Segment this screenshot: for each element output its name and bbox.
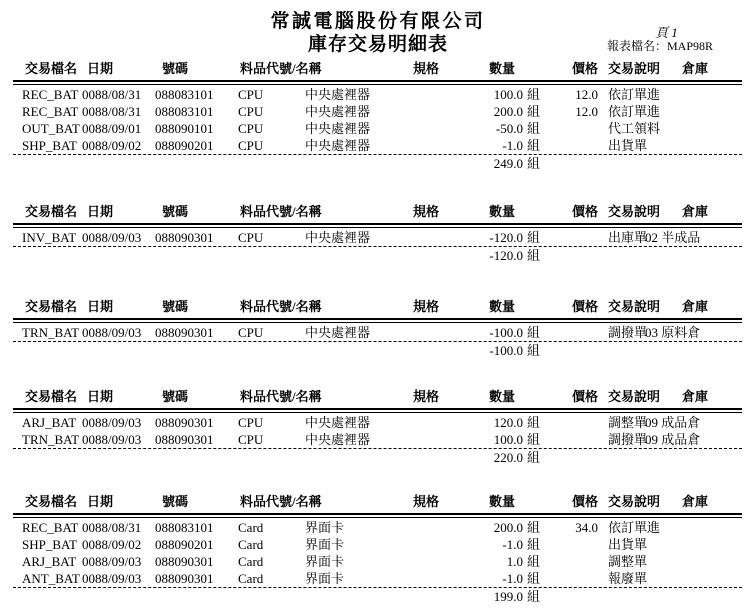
cell-file: REC_BAT: [22, 87, 79, 102]
cell-file: REC_BAT: [22, 104, 79, 119]
cell-item-code: CPU: [238, 87, 264, 102]
table-rows: [0, 519, 756, 587]
cell-spec: [413, 137, 445, 154]
cell-number: 088090301: [155, 571, 214, 586]
table-header-row: [0, 493, 756, 511]
cell-spec: [413, 519, 445, 536]
cell-unit: 組: [527, 537, 541, 552]
cell-desc: 出貨單: [608, 138, 648, 153]
col-header-number: 號碼: [162, 299, 189, 314]
total-unit: 組: [527, 343, 541, 358]
table-row: [0, 553, 756, 570]
col-header-spec: 規格: [413, 389, 440, 404]
cell-date: 0088/09/03: [82, 415, 142, 430]
cell-desc: 出庫單: [608, 230, 648, 245]
cell-number: 088083101: [155, 520, 214, 535]
col-header-date: 日期: [87, 61, 114, 76]
report-section: [0, 203, 756, 264]
cell-unit: 組: [527, 230, 541, 245]
cell-item-name: 界面卡: [305, 554, 345, 569]
col-header-unit-spacer: [523, 493, 547, 511]
cell-price: [547, 324, 598, 341]
total-unit: 組: [527, 589, 541, 604]
cell-item-code: Card: [238, 537, 264, 552]
cell-warehouse: [645, 120, 756, 137]
cell-item-name: 中央處裡器: [305, 87, 371, 102]
cell-price: [547, 229, 598, 246]
table-header-row: [0, 298, 756, 316]
cell-item-code: Card: [238, 554, 264, 569]
cell-item-code: CPU: [238, 104, 264, 119]
header-double-rule: [13, 223, 742, 228]
cell-item-name: 界面卡: [305, 537, 345, 552]
cell-spec: [413, 324, 445, 341]
table-header-row: [0, 60, 756, 78]
table-row: [0, 86, 756, 103]
cell-file: OUT_BAT: [22, 121, 80, 136]
table-row: [0, 120, 756, 137]
table-header-row: [0, 203, 756, 221]
cell-number: 088090301: [155, 554, 214, 569]
report-title: 庫存交易明細表: [307, 34, 448, 55]
cell-item-name: 中央處裡器: [305, 138, 371, 153]
cell-unit: 組: [527, 432, 541, 447]
cell-qty: 100.0: [493, 87, 523, 102]
cell-desc: 依訂單進: [608, 520, 661, 535]
table-rows: [0, 86, 756, 154]
company-name: 常誠電腦股份有限公司: [270, 11, 486, 32]
total-row: [0, 155, 756, 172]
cell-unit: 組: [527, 138, 541, 153]
cell-number: 088083101: [155, 87, 214, 102]
cell-spec: [413, 570, 445, 587]
col-header-item: 料品代號/名稱: [240, 389, 322, 404]
total-row: [0, 247, 756, 264]
report-section: [0, 60, 756, 172]
header-double-rule: [13, 318, 742, 323]
table-header-row: [0, 388, 756, 406]
cell-desc: 代工領料: [608, 121, 661, 136]
cell-date: 0088/09/03: [82, 325, 142, 340]
cell-file: TRN_BAT: [22, 432, 80, 447]
cell-qty: 1.0: [506, 554, 523, 569]
total-qty: -100.0: [489, 343, 523, 358]
cell-item-name: 界面卡: [305, 520, 345, 535]
cell-qty: -1.0: [502, 571, 523, 586]
report-filename: 報表檔名：MAP98R: [607, 39, 714, 53]
cell-item-name: 中央處裡器: [305, 104, 371, 119]
cell-date: 0088/09/02: [82, 138, 142, 153]
cell-price: 34.0: [575, 520, 598, 535]
col-header-item: 料品代號/名稱: [240, 299, 322, 314]
col-header-price: 價格: [571, 299, 598, 314]
cell-date: 0088/08/31: [82, 87, 142, 102]
cell-item-name: 中央處裡器: [305, 230, 371, 245]
cell-file: ARJ_BAT: [22, 415, 77, 430]
cell-qty: -1.0: [502, 138, 523, 153]
cell-spec: [413, 120, 445, 137]
total-qty: 249.0: [493, 156, 523, 171]
col-header-price: 價格: [571, 389, 598, 404]
col-header-qty: 數量: [488, 494, 515, 509]
cell-spec: [413, 431, 445, 448]
cell-number: 088090301: [155, 325, 214, 340]
cell-item-code: CPU: [238, 432, 264, 447]
cell-warehouse: [645, 519, 756, 536]
total-qty: -120.0: [489, 248, 523, 263]
cell-warehouse: 03 原料倉: [645, 325, 701, 340]
cell-unit: 組: [527, 415, 541, 430]
cell-qty: -1.0: [502, 537, 523, 552]
cell-price: 12.0: [575, 87, 598, 102]
cell-date: 0088/08/31: [82, 104, 142, 119]
col-header-item: 料品代號/名稱: [240, 204, 322, 219]
cell-spec: [413, 536, 445, 553]
cell-unit: 組: [527, 325, 541, 340]
cell-price: [547, 431, 598, 448]
header-double-rule: [13, 80, 742, 85]
cell-item-code: CPU: [238, 121, 264, 136]
total-unit: 組: [527, 156, 541, 171]
table-row: [0, 519, 756, 536]
cell-file: REC_BAT: [22, 520, 79, 535]
total-row: [0, 588, 756, 605]
table-row: [0, 570, 756, 587]
cell-date: 0088/09/03: [82, 571, 142, 586]
cell-unit: 組: [527, 571, 541, 586]
cell-price: 12.0: [575, 104, 598, 119]
cell-number: 088090301: [155, 415, 214, 430]
col-header-warehouse: 倉庫: [682, 389, 709, 404]
col-header-price: 價格: [571, 61, 598, 76]
cell-number: 088090201: [155, 138, 214, 153]
cell-item-name: 中央處裡器: [305, 432, 371, 447]
cell-qty: -120.0: [489, 230, 523, 245]
cell-qty: 200.0: [493, 520, 523, 535]
cell-file: ANT_BAT: [22, 571, 80, 586]
header-double-rule: [13, 408, 742, 413]
cell-desc: 調整單: [608, 554, 648, 569]
cell-price: [547, 553, 598, 570]
report-section: [0, 388, 756, 466]
col-header-price: 價格: [571, 204, 598, 219]
cell-spec: [413, 103, 445, 120]
col-header-file: 交易檔名: [25, 494, 78, 509]
table-row: [0, 137, 756, 154]
col-header-unit-spacer: [523, 60, 547, 78]
col-header-spec: 規格: [413, 61, 440, 76]
col-header-spec: 規格: [413, 494, 440, 509]
col-header-price: 價格: [571, 494, 598, 509]
cell-unit: 組: [527, 554, 541, 569]
cell-desc: 依訂單進: [608, 87, 661, 102]
col-header-desc: 交易說明: [608, 389, 661, 404]
cell-warehouse: [645, 86, 756, 103]
table-row: [0, 536, 756, 553]
cell-qty: 200.0: [493, 104, 523, 119]
col-header-date: 日期: [87, 494, 114, 509]
cell-number: 088090301: [155, 432, 214, 447]
cell-qty: 120.0: [493, 415, 523, 430]
cell-price: [547, 137, 598, 154]
cell-item-code: CPU: [238, 325, 264, 340]
cell-warehouse: 09 成品倉: [645, 432, 701, 447]
col-header-qty: 數量: [488, 389, 515, 404]
cell-file: ARJ_BAT: [22, 554, 77, 569]
total-row: [0, 342, 756, 359]
cell-item-name: 界面卡: [305, 571, 345, 586]
cell-spec: [413, 553, 445, 570]
cell-number: 088090101: [155, 121, 214, 136]
cell-date: 0088/09/02: [82, 537, 142, 552]
cell-warehouse: [645, 553, 756, 570]
cell-date: 0088/09/03: [82, 554, 142, 569]
cell-spec: [413, 86, 445, 103]
col-header-spec: 規格: [413, 204, 440, 219]
cell-desc: 調整單: [608, 415, 648, 430]
col-header-qty: 數量: [488, 299, 515, 314]
col-header-number: 號碼: [162, 389, 189, 404]
report-section: [0, 493, 756, 605]
cell-item-name: 中央處裡器: [305, 121, 371, 136]
table-row: [0, 103, 756, 120]
cell-date: 0088/08/31: [82, 520, 142, 535]
cell-warehouse: 02 半成品: [645, 230, 701, 245]
col-header-file: 交易檔名: [25, 389, 78, 404]
total-unit: 組: [527, 248, 541, 263]
cell-file: SHP_BAT: [22, 138, 77, 153]
total-qty: 199.0: [493, 589, 523, 604]
cell-file: INV_BAT: [22, 230, 77, 245]
cell-number: 088090201: [155, 537, 214, 552]
cell-date: 0088/09/03: [82, 432, 142, 447]
col-header-unit-spacer: [523, 203, 547, 221]
table-row: [0, 229, 756, 246]
col-header-desc: 交易說明: [608, 61, 661, 76]
cell-item-code: Card: [238, 520, 264, 535]
cell-unit: 組: [527, 520, 541, 535]
cell-date: 0088/09/03: [82, 230, 142, 245]
total-unit: 組: [527, 450, 541, 465]
cell-number: 088083101: [155, 104, 214, 119]
header-double-rule: [13, 513, 742, 518]
cell-number: 088090301: [155, 230, 214, 245]
col-header-unit-spacer: [523, 298, 547, 316]
col-header-desc: 交易說明: [608, 494, 661, 509]
cell-qty: 100.0: [493, 432, 523, 447]
cell-warehouse: [645, 103, 756, 120]
col-header-file: 交易檔名: [25, 204, 78, 219]
table-rows: [0, 229, 756, 246]
table-row: [0, 324, 756, 341]
col-header-qty: 數量: [488, 204, 515, 219]
cell-unit: 組: [527, 121, 541, 136]
col-header-warehouse: 倉庫: [682, 61, 709, 76]
col-header-date: 日期: [87, 299, 114, 314]
cell-item-code: Card: [238, 571, 264, 586]
cell-date: 0088/09/01: [82, 121, 142, 136]
col-header-item: 料品代號/名稱: [240, 494, 322, 509]
cell-file: SHP_BAT: [22, 537, 77, 552]
cell-warehouse: [645, 536, 756, 553]
cell-price: [547, 536, 598, 553]
cell-item-code: CPU: [238, 230, 264, 245]
cell-desc: 調撥單: [608, 325, 648, 340]
table-row: [0, 414, 756, 431]
table-row: [0, 431, 756, 448]
cell-qty: -50.0: [495, 121, 523, 136]
cell-spec: [413, 414, 445, 431]
col-header-number: 號碼: [162, 61, 189, 76]
page-number: 頁 1: [655, 25, 678, 40]
col-header-desc: 交易說明: [608, 204, 661, 219]
table-rows: [0, 414, 756, 448]
cell-desc: 依訂單進: [608, 104, 661, 119]
cell-item-code: CPU: [238, 415, 264, 430]
cell-unit: 組: [527, 87, 541, 102]
cell-desc: 出貨單: [608, 537, 648, 552]
cell-spec: [413, 229, 445, 246]
cell-desc: 調撥單: [608, 432, 648, 447]
cell-price: [547, 120, 598, 137]
total-row: [0, 449, 756, 466]
cell-file: TRN_BAT: [22, 325, 80, 340]
report-section: [0, 298, 756, 359]
table-rows: [0, 324, 756, 341]
col-header-qty: 數量: [488, 61, 515, 76]
total-qty: 220.0: [493, 450, 523, 465]
col-header-unit-spacer: [523, 388, 547, 406]
col-header-file: 交易檔名: [25, 299, 78, 314]
col-header-desc: 交易說明: [608, 299, 661, 314]
cell-qty: -100.0: [489, 325, 523, 340]
cell-price: [547, 414, 598, 431]
cell-item-name: 中央處裡器: [305, 415, 371, 430]
cell-warehouse: [645, 570, 756, 587]
cell-price: [547, 570, 598, 587]
col-header-warehouse: 倉庫: [682, 204, 709, 219]
col-header-number: 號碼: [162, 494, 189, 509]
col-header-date: 日期: [87, 204, 114, 219]
col-header-spec: 規格: [413, 299, 440, 314]
cell-item-name: 中央處裡器: [305, 325, 371, 340]
col-header-warehouse: 倉庫: [682, 299, 709, 314]
col-header-file: 交易檔名: [25, 61, 78, 76]
col-header-date: 日期: [87, 389, 114, 404]
cell-desc: 報廢單: [608, 571, 648, 586]
cell-item-code: CPU: [238, 138, 264, 153]
col-header-number: 號碼: [162, 204, 189, 219]
col-header-item: 料品代號/名稱: [240, 61, 322, 76]
cell-warehouse: 09 成品倉: [645, 415, 701, 430]
col-header-warehouse: 倉庫: [682, 494, 709, 509]
cell-unit: 組: [527, 104, 541, 119]
cell-warehouse: [645, 137, 756, 154]
